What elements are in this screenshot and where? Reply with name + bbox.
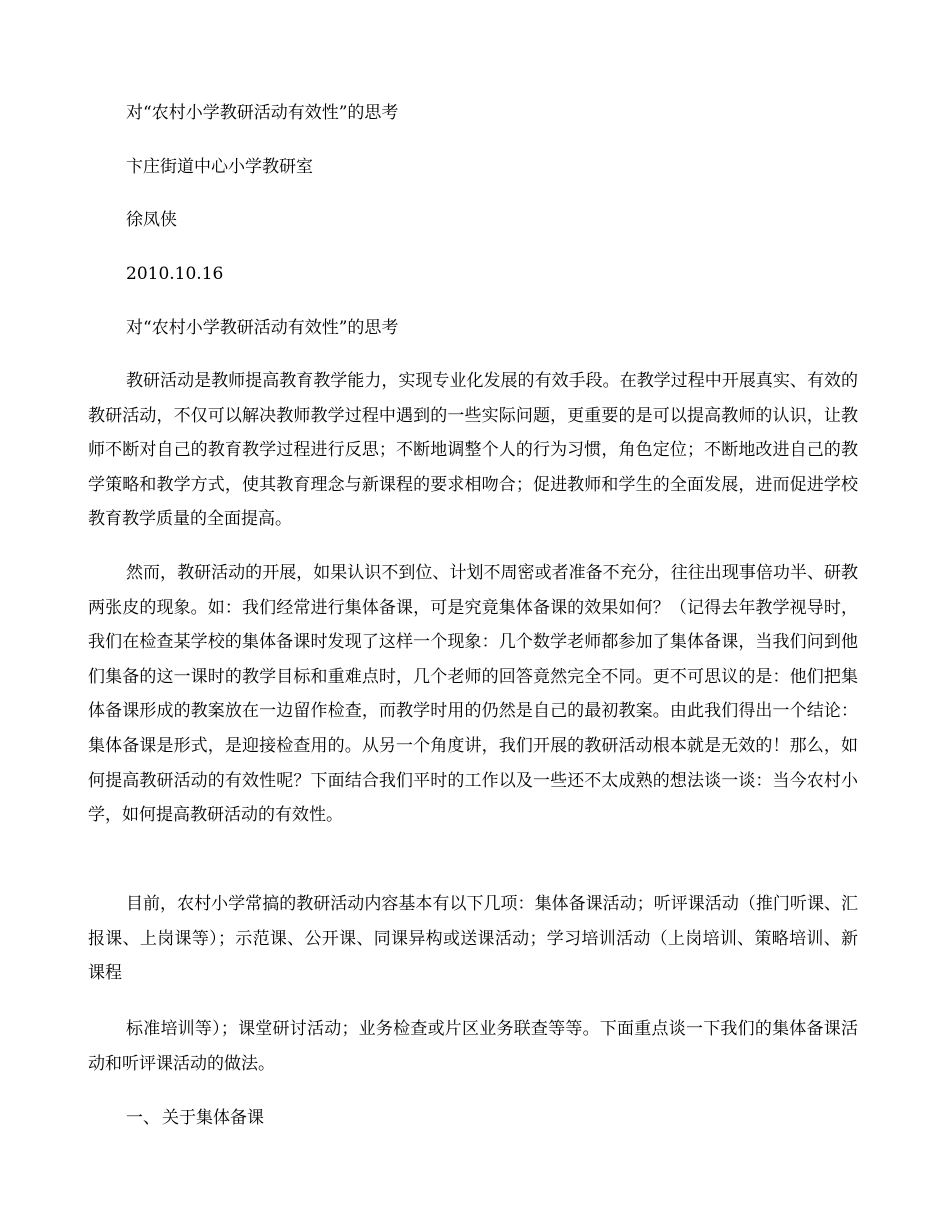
section-heading-text: 关于集体备课 <box>162 1108 264 1128</box>
body-paragraph: 教研活动是教师提高教育教学能力，实现专业化发展的有效手段。在教学过程中开展真实、有效的教研活动，不仅可以解决教师教学过程中遇到的一些实际问题，更重要的是可以提高教师的认识，让教师不断对自己的教育教学过程进行反思；不断地调整个人的行为习惯，角色定位；不断地改进自己的教学策略和教学方式，使其教育理念与新课程的要求相吻合；促进教师和学生的全面发展，进而促进学校教育教学质量的全面提高。 <box>88 371 858 530</box>
section-heading <box>126 1108 264 1128</box>
document-date: 2010.10.16 <box>126 264 224 284</box>
body-paragraph: 目前，农村小学常搞的教研活动内容基本有以下几项：集体备课活动；听评课活动（推门听课、汇报课、上岗课等）；示范课、公开课、同课异构或送课活动；学习培训活动（上岗培训、策略培训、新课程 <box>88 894 858 984</box>
document-title-repeat: 对“农村小学教研活动有效性”的思考 <box>126 318 399 338</box>
body-paragraph: 标准培训等）；课堂研讨活动；业务检查或片区业务联查等等。下面重点谈一下我们的集体备课活动和听评课活动的做法。 <box>88 1019 858 1074</box>
organization-name: 卞庄街道中心小学教研室 <box>126 157 313 177</box>
document-title: 对“农村小学教研活动有效性”的思考 <box>126 103 399 123</box>
author-name: 徐凤侠 <box>126 210 177 230</box>
section-number: 一、 <box>126 1108 160 1128</box>
body-paragraph: 然而，教研活动的开展，如果认识不到位、计划不周密或者准备不充分，往往出现事倍功半、研教两张皮的现象。如：我们经常进行集体备课，可是究竟集体备课的效果如何？（记得去年教学视导时，我们在检查某学校的集体备课时发现了这样一个现象：几个数学老师都参加了集体备课，当我们问到他们集备的这一课时的教学目标和重难点时，几个老师的回答竟然完全不同。更不可思议的是：他们把集体备课形成的教案放在一边留作检查，而教学时用的仍然是自己的最初教案。由此我们得出一个结论：集体备课是形式，是迎接检查用的。从另一个角度讲，我们开展的教研活动根本就是无效的！那么，如何提高教研活动的有效性呢？下面结合我们平时的工作以及一些还不太成熟的想法谈一谈：当今农村小学，如何提高教研活动的有效性。 <box>88 563 858 826</box>
